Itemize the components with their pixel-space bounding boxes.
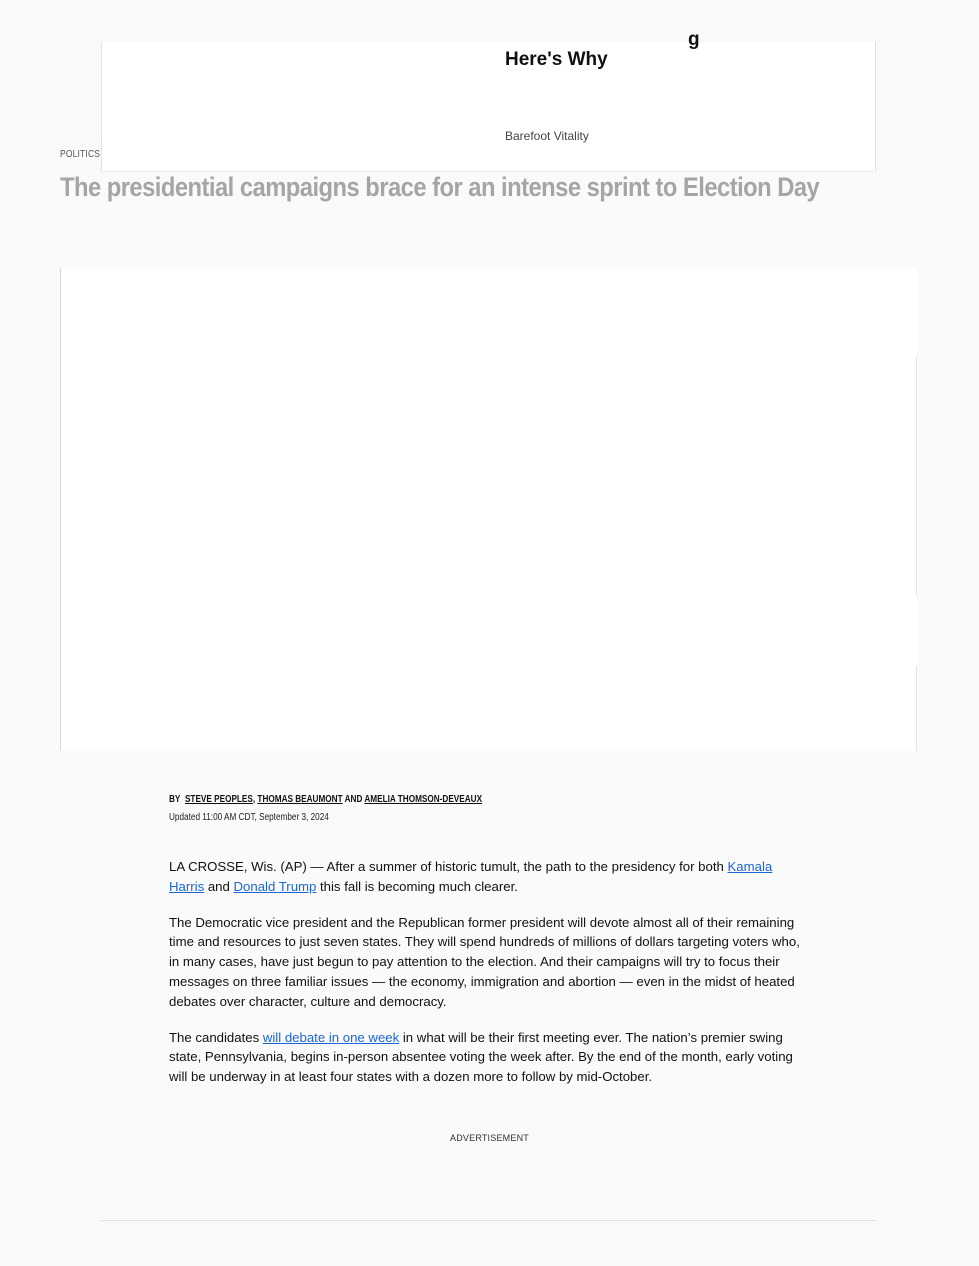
article-body bbox=[169, 857, 809, 1103]
lead-media[interactable] bbox=[60, 268, 917, 751]
author-link-steve-peoples[interactable]: STEVE PEOPLES bbox=[184, 794, 253, 805]
sponsored-ad-headline-cut: g bbox=[688, 29, 700, 50]
link-kamala-harris[interactable]: Kamala Harris bbox=[169, 859, 773, 894]
media-edge bbox=[916, 666, 917, 751]
sponsored-ad-headline[interactable]: Here's Why bbox=[505, 49, 608, 70]
byline-prefix: BY bbox=[169, 794, 181, 805]
paragraph-1 bbox=[169, 857, 809, 897]
author-link-thomas-beaumont[interactable]: THOMAS BEAUMONT bbox=[257, 794, 343, 805]
media-edge bbox=[916, 356, 917, 596]
link-donald-trump[interactable]: Donald Trump bbox=[233, 878, 317, 894]
divider bbox=[101, 1220, 876, 1221]
link-debate[interactable]: will debate in one week bbox=[262, 1029, 400, 1045]
byline-and: AND bbox=[344, 794, 363, 805]
paragraph-3-text-a: The candidates bbox=[169, 1029, 263, 1045]
byline-separator: , bbox=[252, 794, 256, 805]
advertisement-label: ADVERTISEMENT bbox=[450, 1133, 529, 1143]
paragraph-3-text-b: in what will be their first meeting ever. The nation’s premier swing state, Pennsylvania, begins in-person absentee voting the week after. By the end of the month, early voting will be underway in at least four states with a dozen more to follow by mid-October. bbox=[169, 1029, 793, 1085]
paragraph-2: The Democratic vice president and the Republican former president will devote almost all of their remaining time and resources to just seven states. They will spend hundreds of millions of dollars targeting voters who, in many cases, have just begun to pay attention to the election. And their campaigns will try to focus their messages on three familiar issues — the economy, immigration and abortion — even in the midst of heated debates over character, culture and democracy. bbox=[169, 914, 800, 1009]
sponsored-ad-sponsor[interactable]: Barefoot Vitality bbox=[505, 129, 589, 143]
article-headline: The presidential campaigns brace for an intense sprint to Election Day bbox=[60, 172, 820, 202]
paragraph-1-text-b: and bbox=[204, 878, 234, 894]
paragraph-3 bbox=[169, 1028, 809, 1087]
author-link-amelia-thomson-deveaux[interactable]: AMELIA THOMSON-DEVEAUX bbox=[364, 794, 483, 805]
paragraph-1-text-a: LA CROSSE, Wis. (AP) — After a summer of historic tumult, the path to the presidency for both bbox=[169, 859, 728, 874]
ad-card-edge bbox=[874, 92, 875, 172]
paragraph-1-text-c: this fall is becoming much clearer. bbox=[316, 878, 518, 894]
section-label[interactable]: POLITICS bbox=[60, 149, 101, 160]
updated-timestamp: Updated 11:00 AM CDT, September 3, 2024 bbox=[169, 812, 329, 823]
sponsored-ad-card[interactable] bbox=[101, 29, 876, 172]
byline bbox=[169, 794, 482, 805]
